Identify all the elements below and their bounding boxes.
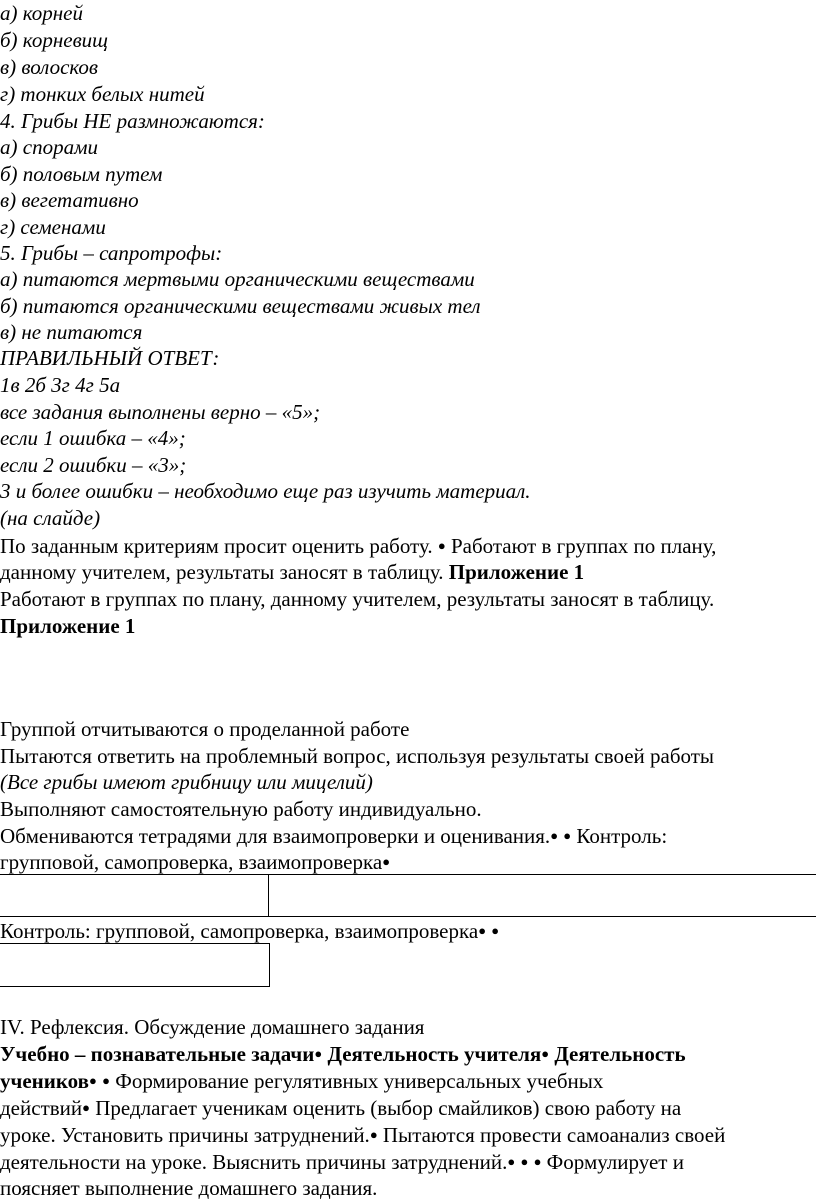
- table-rule-top: [0, 874, 816, 875]
- body-line-1-text: По заданным критериям просит оценить работу.: [0, 534, 438, 558]
- body-line-16: [0, 1149, 684, 1175]
- body-line-12: [0, 1041, 686, 1067]
- table2-cell-divider: [269, 943, 270, 987]
- body-line-14-text1: действий: [0, 1096, 83, 1120]
- body-line-15: [0, 1122, 725, 1148]
- body-line-16-text2: Формулирует и: [541, 1150, 684, 1174]
- body-line-15-text2: Пытаются провести самоанализ своей: [377, 1123, 726, 1147]
- body-line-17: поясняет выполнение домашнего задания.: [0, 1176, 378, 1200]
- bullet-icon: ●: [382, 854, 391, 869]
- q4-option-b: б) половым путем: [0, 162, 163, 186]
- q4-option-d: г) семенами: [0, 215, 106, 239]
- table2-rule-top: [0, 943, 270, 944]
- table2-rule-bottom: [0, 986, 270, 987]
- body-line-5: Пытаются ответить на проблемный вопрос, используя результаты своей работы: [0, 744, 715, 768]
- q5-option-c: в) не питаются: [0, 320, 143, 344]
- body-line-13: [0, 1068, 603, 1094]
- appendix-label: Приложение 1: [448, 560, 585, 584]
- bullet-icon: ●: [520, 1154, 529, 1169]
- grade-five: все задания выполнены верно – «5»;: [0, 400, 321, 424]
- body-line-8: [0, 823, 667, 849]
- bullet-icon: ●: [550, 828, 559, 843]
- body-line-9: [0, 849, 390, 875]
- bullet-icon: ●: [533, 1154, 542, 1169]
- body-line-8-tail: Контроль:: [571, 824, 668, 848]
- column-heading-teacher: Деятельность учителя: [322, 1042, 542, 1066]
- body-line-16-text1: деятельности на уроке. Выяснить причины затруднений.: [0, 1150, 508, 1174]
- bullet-icon: ●: [478, 923, 487, 938]
- bullet-icon: ●: [89, 1073, 97, 1088]
- bullet-icon: ●: [82, 1100, 90, 1115]
- grade-three: если 2 ошибки – «3»;: [0, 453, 187, 477]
- slide-note: (на слайде): [0, 506, 101, 530]
- body-line-14: [0, 1095, 681, 1121]
- table-rule-bottom: [0, 916, 816, 917]
- body-line-2-text: данному учителем, результаты заносят в таблицу.: [0, 560, 449, 584]
- q5-option-b: б) питаются органическими веществами живых тел: [0, 294, 481, 318]
- body-line-4: Группой отчитываются о проделанной работе: [0, 717, 410, 741]
- bullet-icon: ●: [507, 1154, 516, 1169]
- q4-title: 4. Грибы НЕ размножаются:: [0, 109, 265, 133]
- answer-heading: ПРАВИЛЬНЫЙ ОТВЕТ:: [0, 346, 220, 370]
- bullet-icon: ●: [563, 828, 572, 843]
- q3-option-b: б) корневищ: [0, 28, 109, 52]
- body-line-10-text: Контроль: групповой, самопроверка, взаимопроверка: [0, 919, 479, 943]
- grade-four: если 1 ошибка – «4»;: [0, 426, 186, 450]
- q3-option-d: г) тонких белых нитей: [0, 82, 205, 106]
- column-heading-tasks: Учебно – познавательные задачи: [0, 1042, 315, 1066]
- bullet-icon: ●: [437, 538, 446, 553]
- body-line-10: [0, 918, 499, 944]
- q5-title: 5. Грибы – сапротрофы:: [0, 241, 223, 265]
- bullet-icon: ●: [102, 1073, 110, 1088]
- body-line-13-text: Формирование регулятивных универсальных учебных: [109, 1069, 604, 1093]
- body-line-1-tail: Работают в группах по плану,: [445, 534, 717, 558]
- column-heading-students: Деятельность: [549, 1042, 686, 1066]
- answer-key: 1в 2б 3г 4г 5а: [0, 373, 121, 397]
- section-heading: IV. Рефлексия. Обсуждение домашнего задания: [0, 1015, 425, 1039]
- body-line-6: (Все грибы имеют грибницу или мицелий): [0, 770, 373, 794]
- body-line-15-text1: уроке. Установить причины затруднений.: [0, 1123, 370, 1147]
- table-cell-divider: [268, 874, 269, 916]
- appendix-label-2: Приложение 1: [0, 614, 136, 638]
- body-line-2: [0, 559, 584, 585]
- body-line-7: Выполняют самостоятельную работу индивидуально.: [0, 797, 482, 821]
- q5-option-a: а) питаются мертвыми органическими веществами: [0, 267, 475, 291]
- body-line-1: [0, 533, 716, 559]
- q4-option-c: в) вегетативно: [0, 188, 139, 212]
- bullet-icon: ●: [369, 1127, 378, 1142]
- q4-option-a: а) спорами: [0, 135, 98, 159]
- body-line-8-text: Обмениваются тетрадями для взаимопроверки и оценивания.: [0, 824, 551, 848]
- q3-option-c: в) волосков: [0, 55, 99, 79]
- bullet-icon: ●: [491, 923, 500, 938]
- body-line-3: Работают в группах по плану, данному учителем, результаты заносят в таблицу.: [0, 587, 715, 611]
- q3-option-a: а) корней: [0, 1, 84, 25]
- column-heading-students-cont: учеников: [0, 1069, 90, 1093]
- body-line-9-text: групповой, самопроверка, взаимопроверка: [0, 850, 383, 874]
- body-line-14-text2: Предлагает ученикам оценить (выбор смайликов) свою работу на: [90, 1096, 682, 1120]
- bullet-icon: ●: [541, 1046, 550, 1061]
- bullet-icon: ●: [314, 1046, 323, 1061]
- grade-fail: 3 и более ошибки – необходимо еще раз изучить материал.: [0, 479, 531, 503]
